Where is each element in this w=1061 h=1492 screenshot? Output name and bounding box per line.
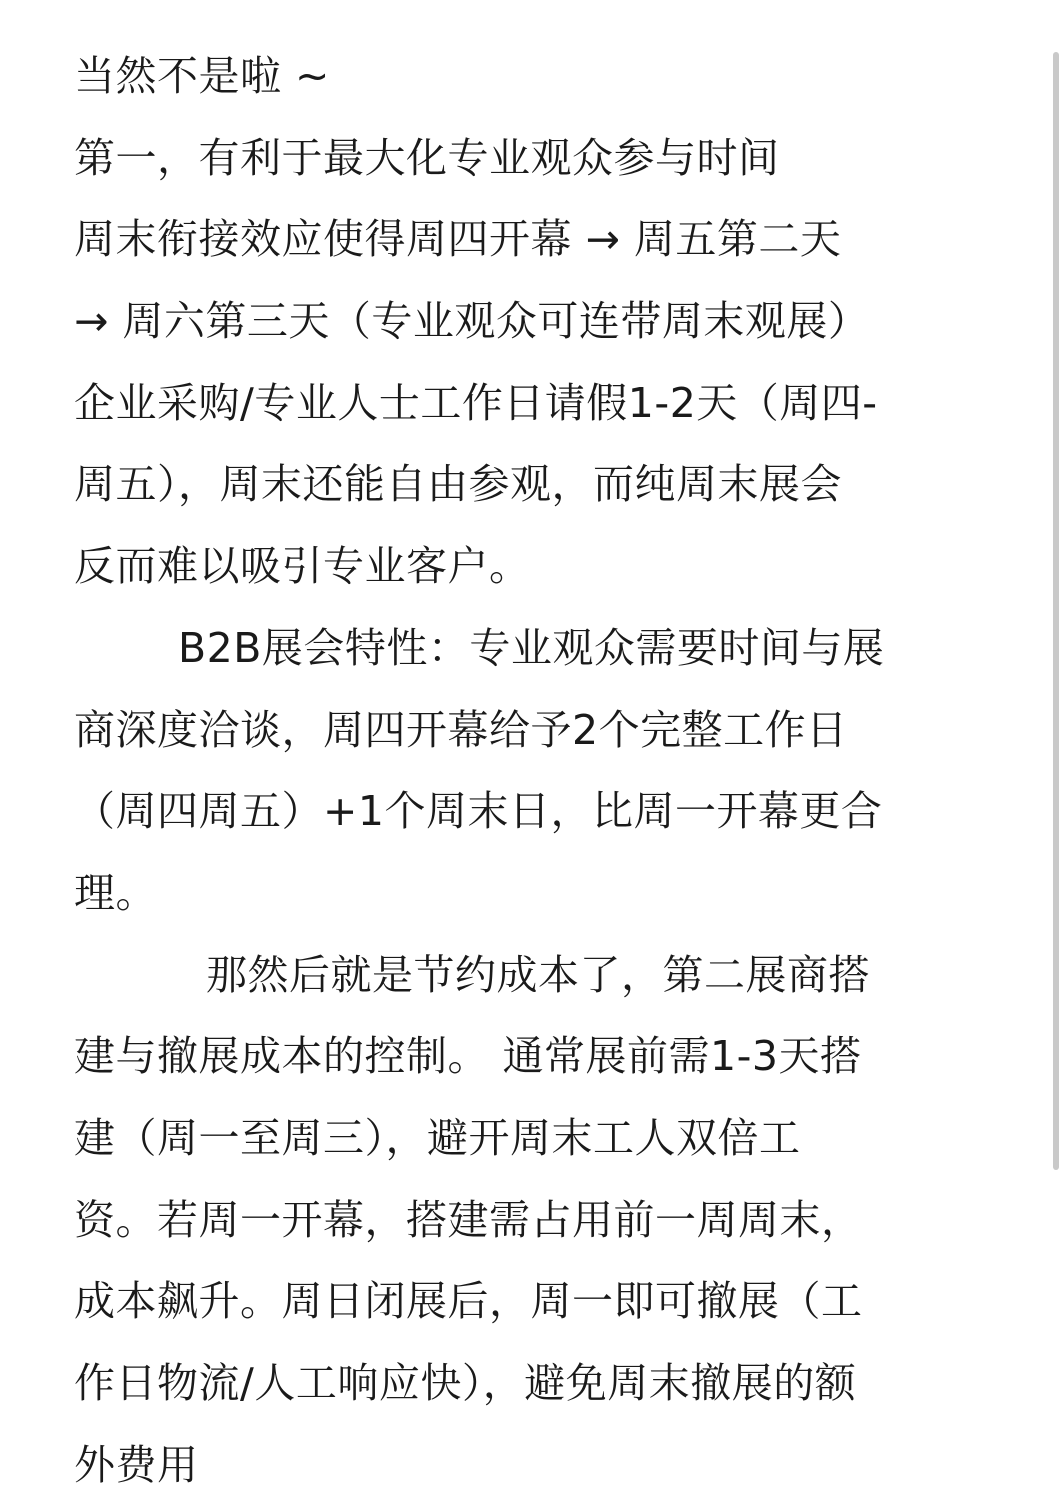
article-body <box>74 36 1004 1492</box>
text-line: 那然后就是节约成本了，第二展商搭 <box>206 950 870 999</box>
text-line: 成本飙升。周日闭展后，周一即可撤展（工 <box>74 1277 863 1326</box>
text-line: 反而难以吸引专业客户。 <box>74 542 531 591</box>
vertical-scrollbar[interactable] <box>1051 0 1061 1492</box>
text-line: 周五），周末还能自由参观，而纯周末展会 <box>74 460 842 509</box>
text-line: 资。若周一开幕，搭建需占用前一周周末， <box>74 1195 863 1244</box>
text-line: 理。 <box>74 868 157 917</box>
text-line: → 周六第三天（专业观众可连带周末观展） <box>74 297 870 346</box>
text-line: 外费用 <box>74 1440 199 1489</box>
text-line: 企业采购/专业人士工作日请假1-2天（周四- <box>74 378 878 427</box>
text-line: 第一，有利于最大化专业观众参与时间 <box>74 133 780 182</box>
text-line: （周四周五）+1个周末日，比周一开幕更合 <box>74 787 883 836</box>
text-line: 商深度洽谈，周四开幕给予2个完整工作日 <box>74 705 848 754</box>
text-line: 周末衔接效应使得周四开幕 → 周五第二天 <box>74 215 842 264</box>
text-line: B2B展会特性：专业观众需要时间与展 <box>178 623 885 672</box>
scrollbar-thumb[interactable] <box>1053 52 1059 1170</box>
text-line: 建与撤展成本的控制。 通常展前需1-3天搭 <box>74 1032 862 1081</box>
text-line: 建（周一至周三），避开周末工人双倍工 <box>74 1113 801 1162</box>
text-line: 作日物流/人工响应快），避免周末撤展的额 <box>74 1359 857 1407</box>
text-line: 当然不是啦 ~ <box>74 52 330 100</box>
